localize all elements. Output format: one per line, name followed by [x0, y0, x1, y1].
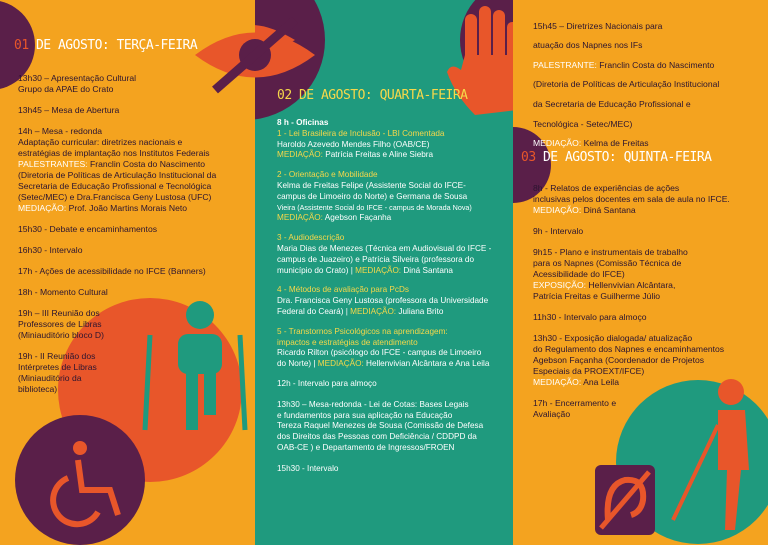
schedule-item: 8h - Relatos de experiências de ações inclusivas pelos docentes em sala de aula no IFCE. MEDIAÇÃO: Diná Santana: [533, 183, 730, 215]
schedule-item: 14h – Mesa - redonda Adaptação curricular: diretrizes nacionais e estratégias de implantação nos Institutos Federais PALESTRANTES: Franclin Costa do Nascimento (Diretoria de Políticas de Articulação Institucional da Secretaria de Educação Profissional e Tecnológica (Setec/MEC) e Dra.Francisca Geny Lustosa (UFC) MEDIAÇÃO: Prof. João Martins Morais Neto: [18, 126, 217, 213]
schedule-item: 17h - Ações de acessibilidade no IFCE (Banners): [18, 266, 206, 276]
day-2-afternoon-session: 15h45 – Diretrizes Nacionais para atuação dos Napnes nos IFs PALESTRANTE: Franclin Costa do Nascimento (Diretoria de Políticas de Articulação Institucional da Secretaria de Educação Profissional e Tecnológica - Setec/MEC) MEDIAÇÃO: Kelma de Freitas: [533, 20, 720, 149]
schedule-item: 12h - Intervalo para almoço: [277, 378, 377, 388]
schedule-item: 15h30 - Debate e encaminhamentos: [18, 224, 158, 234]
day-2-title: DE AGOSTO: QUARTA-FEIRA: [298, 88, 468, 103]
hearing-icon: [595, 465, 655, 535]
speakers-label: PALESTRANTES:: [18, 159, 88, 169]
schedule-item: 17h - Encerramento e Avaliação: [533, 398, 617, 419]
schedule-item: 19h – III Reunião dos Professores de Libras (Miniauditório bloco D): [18, 308, 104, 340]
schedule-item: 15h30 - Intervalo: [277, 463, 339, 473]
workshop-item: 4 - Métodos de avaliação para PcDs Dra. Francisca Geny Lustosa (professora da Universidade Federal do Ceará) | MEDIAÇÃO: Juliana Brito: [277, 285, 489, 316]
day-2-header: [277, 88, 468, 104]
day-1-schedule: [18, 73, 253, 405]
day-1-header: [14, 38, 197, 54]
schedule-item: 19h - II Reunião dos Intérpretes de Libras (Miniauditório da biblioteca): [18, 351, 97, 394]
schedule-item: 13h45 – Mesa de Abertura: [18, 105, 120, 115]
crossed-eye-icon-main: [185, 10, 325, 100]
day-3-header: [521, 150, 712, 166]
schedule-item: 9h - Intervalo: [533, 226, 584, 236]
day-2-number: 02: [277, 88, 292, 103]
schedule-item: 18h - Momento Cultural: [18, 287, 108, 297]
schedule-item: 13h30 – Apresentação Cultural Grupo da APAE do Crato: [18, 73, 137, 94]
schedule-item: 9h15 - Plano e instrumentais de trabalho para os Napnes (Comissão Técnica de Acessibilidade do IFCE) EXPOSIÇÃO: Hellenvivian Alcântara, Patrícia Freitas e Guilherme Júlio: [533, 247, 688, 301]
day-2-column: [255, 0, 513, 545]
workshop-item: 2 - Orientação e Mobilidade Kelma de Freitas Felipe (Assistente Social do IFCE- campus de Limoeiro do Norte) e Germana de Sousa Vieira (Assistente Social do IFCE - campus de Morada Nova) MEDIAÇÃO: Agebson Façanha: [277, 170, 472, 223]
day-3-number: 03: [521, 150, 536, 165]
day-2-schedule: 8 h - Oficinas 1 - Lei Brasileira de Inclusão - LBI Comentada Haroldo Azevedo Mendes Filho (OAB/CE) MEDIAÇÃO: Patrícia Freitas e Aline Siebra 2 - Orientação e Mobilidade Kelma de Freitas Felipe (Assistente Social do IFCE- campus de Limoeiro do Norte) e Germana de Sousa Vieira (Assistente Social do IFCE - campus de Morada Nova) MEDIAÇÃO: Agebson Façanha 3 - Audiodescrição Maria Dias de Menezes (Técnica em Audiovisual do IFCE - campus de Juazeiro) e Patrícia Silveira (professora do município do Crato) | MEDIAÇÃO: Diná Santana 4 - Métodos de avaliação para PcDs Dra. Francisca Geny Lustosa (professora da Universidade Federal do Ceará) | MEDIAÇÃO: Juliana Brito 5 - Transtornos Psicológicos na aprendizagem: impactos e estratégias de atendimento Ricardo Rilton (psicólogo do IFCE - campus de Limoeiro do Norte) | MEDIAÇÃO: Hellenvivian Alcântara e Ana Leila 12h - Intervalo para almoço 13h30 – Mesa-redonda - Lei de Cotas: Bases Legais e fundamentos para sua aplicação na Educação Tereza Raquel Menezes de Sousa (Comissão de Defesa dos Direitos das Pessoas com Deficiência / CDDPD da OAB-CE ) e Departamento de Ingressos/FROEN 15h30 - Intervalo: [277, 118, 513, 485]
workshop-item: 1 - Lei Brasileira de Inclusão - LBI Comentada Haroldo Azevedo Mendes Filho (OAB/CE) MEDIAÇÃO: Patrícia Freitas e Aline Siebra: [277, 128, 445, 160]
day-1-title: DE AGOSTO: TERÇA-FEIRA: [35, 38, 198, 53]
workshop-item: 3 - Audiodescrição Maria Dias de Menezes (Técnica em Audiovisual do IFCE - campus de Juazeiro) e Patrícia Silveira (professora do município do Crato) | MEDIAÇÃO: Diná Santana: [277, 233, 492, 275]
mediation-label: MEDIAÇÃO:: [18, 203, 67, 213]
day-3-schedule: [533, 183, 767, 430]
schedule-item: 11h30 - Intervalo para almoço: [533, 312, 647, 322]
day-3-title: DE AGOSTO: QUINTA-FEIRA: [542, 150, 712, 165]
day-3-column: [513, 0, 768, 545]
schedule-item: 13h30 - Exposição dialogada/ atualização do Regulamento dos Napnes e encaminhamentos Agebson Façanha (Coordenador de Projetos Especiais da PROEXT/IFCE) MEDIAÇÃO: Ana Leila: [533, 333, 725, 387]
workshop-item: 5 - Transtornos Psicológicos na aprendizagem: impactos e estratégias de atendimento Ricardo Rilton (psicólogo do IFCE - campus de Limoeiro do Norte) | MEDIAÇÃO: Hellenvivian Alcântara e Ana Leila: [277, 326, 490, 369]
day-1-number: 01: [14, 38, 29, 53]
schedule-item: 16h30 - Intervalo: [18, 245, 83, 255]
schedule-item: 13h30 – Mesa-redonda - Lei de Cotas: Bases Legais e fundamentos para sua aplicação na Educação Tereza Raquel Menezes de Sousa (Comissão de Defesa dos Direitos das Pessoas com Deficiência / CDDPD da OAB-CE ) e Departamento de Ingressos/FROEN: [277, 399, 484, 452]
